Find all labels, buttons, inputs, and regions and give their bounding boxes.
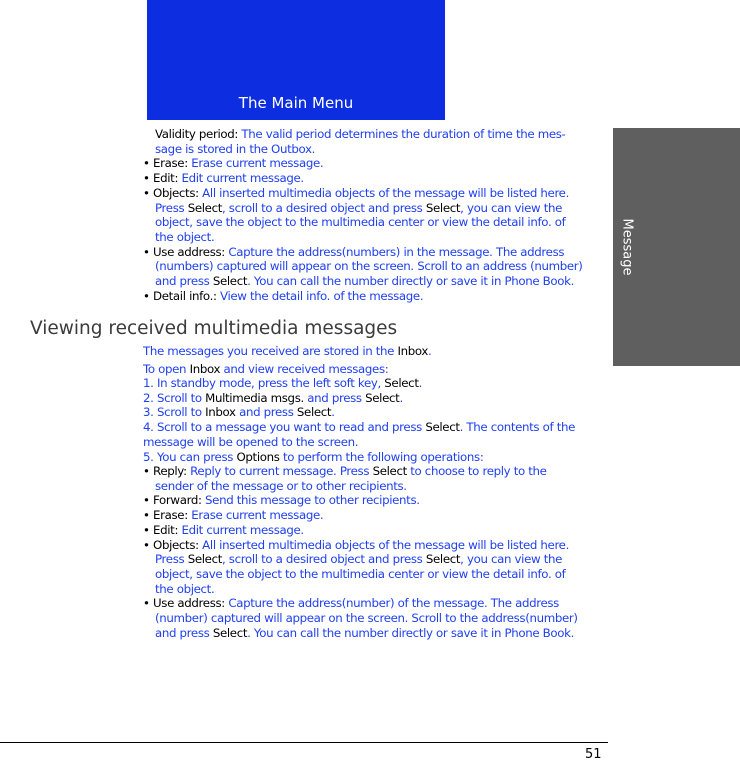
text-line xyxy=(143,508,578,523)
text-segment: Select xyxy=(212,274,248,289)
text-line xyxy=(143,259,583,274)
highlighted-term: Send this message to other recipients. xyxy=(201,493,420,508)
highlighted-term: to perform the following operations: xyxy=(279,449,484,464)
highlighted-term: message will be opened to the screen. xyxy=(143,434,359,449)
highlighted-term: All inserted multimedia objects of the message will be listed here. xyxy=(198,537,569,552)
text-segment: Erase: xyxy=(153,156,188,171)
text-segment: Inbox xyxy=(189,362,221,376)
text-line xyxy=(143,450,575,465)
text-segment: Inbox xyxy=(397,344,429,358)
text-line xyxy=(143,230,583,245)
text-segment: Erase: xyxy=(153,508,188,523)
text-line xyxy=(143,523,578,538)
text-line xyxy=(143,376,575,391)
text-segment: Select xyxy=(296,405,332,420)
text-line xyxy=(143,552,578,567)
highlighted-term: to choose to reply to the xyxy=(406,464,547,478)
page-number: 51 xyxy=(585,747,602,762)
text-line xyxy=(143,493,578,508)
text-segment: Select xyxy=(425,200,461,215)
highlighted-term: . xyxy=(428,344,432,358)
highlighted-term: (number) captured will appear on the screen. Scroll to the address(number) xyxy=(155,611,578,626)
highlighted-term: 3. Scroll to xyxy=(143,405,206,420)
highlighted-term: Capture the address(number) of the message. The address xyxy=(224,596,559,611)
text-line xyxy=(143,289,583,304)
bullet: • xyxy=(143,596,154,611)
text-segment: Select xyxy=(384,376,419,390)
highlighted-term: The valid period determines the duration of time the mes- xyxy=(238,127,566,141)
intro-text xyxy=(143,344,431,359)
text-line xyxy=(143,538,578,553)
text-line xyxy=(143,274,583,289)
text-segment: Select xyxy=(187,200,222,215)
text-segment: Options xyxy=(236,449,280,464)
text-segment: Multimedia msgs. xyxy=(205,390,304,405)
highlighted-term: To open xyxy=(143,362,190,376)
highlighted-term: and press xyxy=(303,390,366,405)
text-line xyxy=(143,596,578,611)
text-line xyxy=(143,215,583,230)
text-segment: Select xyxy=(425,552,461,567)
side-tab-label: Message xyxy=(619,218,635,276)
highlighted-term: 2. Scroll to xyxy=(143,390,206,405)
section-heading: Viewing received multimedia messages xyxy=(30,318,398,339)
header-banner xyxy=(147,0,445,120)
text-segment: Use address: xyxy=(153,244,225,259)
highlighted-term: Capture the address(numbers) in the message. The address xyxy=(224,244,565,259)
text-line xyxy=(143,391,575,406)
bullet: • xyxy=(143,493,154,508)
highlighted-term: . You can call the number directly or save it in Phone Book. xyxy=(247,274,575,289)
highlighted-term: (numbers) captured will appear on the screen. Scroll to an address (number) xyxy=(155,259,583,274)
text-line xyxy=(143,405,575,420)
text-segment: Forward: xyxy=(153,493,202,508)
upper-option-list xyxy=(143,127,583,303)
lower-option-list xyxy=(143,464,578,640)
text-segment: Select xyxy=(187,552,222,567)
text-segment: Edit: xyxy=(153,171,179,186)
bullet: • xyxy=(143,464,154,478)
highlighted-term: , you can view the xyxy=(460,552,562,567)
highlighted-term: View the detail info. of the message. xyxy=(216,288,424,303)
text-line xyxy=(143,127,583,142)
highlighted-term: the object. xyxy=(155,581,215,596)
text-segment: Inbox xyxy=(205,405,236,420)
highlighted-term: Press xyxy=(155,552,188,567)
highlighted-term: and press xyxy=(235,405,297,420)
text-line xyxy=(143,344,431,359)
text-segment: Select xyxy=(212,625,248,640)
bullet: • xyxy=(143,171,154,186)
bullet: • xyxy=(143,156,154,171)
text-segment: Reply: xyxy=(153,464,187,478)
highlighted-term: . The contents of the xyxy=(459,420,576,435)
highlighted-term: and press xyxy=(155,274,213,289)
highlighted-term: . xyxy=(418,376,422,390)
text-segment: Select xyxy=(365,390,400,405)
footer-divider xyxy=(0,742,608,743)
text-line xyxy=(143,420,575,435)
highlighted-term: , scroll to a desired object and press xyxy=(222,200,426,215)
highlighted-term: and press xyxy=(155,625,213,640)
highlighted-term: Erase current message. xyxy=(187,156,324,171)
text-segment: Edit: xyxy=(153,522,179,537)
highlighted-term: and view received messages: xyxy=(220,362,389,376)
highlighted-term: Reply to current message. Press xyxy=(186,464,373,478)
highlighted-term: object, save the object to the multimedia center or view the detail info. of xyxy=(155,566,566,581)
text-line xyxy=(143,567,578,582)
highlighted-term: Edit current message. xyxy=(178,171,304,186)
text-line xyxy=(143,479,578,494)
highlighted-term: Erase current message. xyxy=(187,508,324,523)
text-segment: Detail info.: xyxy=(153,288,217,303)
highlighted-term: object, save the object to the multimedia center or view the detail info. of xyxy=(155,215,566,230)
highlighted-term: , scroll to a desired object and press xyxy=(222,552,426,567)
to-open-text xyxy=(143,362,388,377)
text-line xyxy=(143,582,578,597)
highlighted-term: . xyxy=(331,405,335,420)
text-segment: Select xyxy=(372,464,407,478)
text-line xyxy=(143,435,575,450)
text-line xyxy=(143,156,583,171)
page-title: The Main Menu xyxy=(238,94,354,112)
text-line xyxy=(143,626,578,641)
highlighted-term: Press xyxy=(155,200,188,215)
text-segment: Select xyxy=(425,420,460,435)
highlighted-term: the object. xyxy=(155,229,215,244)
highlighted-term: sender of the message or to other recipients. xyxy=(155,478,407,493)
highlighted-term: The messages you received are stored in the xyxy=(143,344,398,358)
bullet: • xyxy=(143,537,154,552)
highlighted-term: . xyxy=(399,390,403,405)
highlighted-term: 4. Scroll to a message you want to read and press xyxy=(143,420,426,435)
text-line xyxy=(143,464,578,479)
text-line xyxy=(143,362,388,377)
text-segment: Objects: xyxy=(153,185,199,200)
text-line xyxy=(143,171,583,186)
text-segment: Objects: xyxy=(153,537,199,552)
bullet: • xyxy=(143,244,154,259)
bullet: • xyxy=(143,288,154,303)
highlighted-term: Edit current message. xyxy=(178,522,304,537)
highlighted-term: , you can view the xyxy=(460,200,562,215)
text-line xyxy=(143,611,578,626)
highlighted-term: . You can call the number directly or save it in Phone Book. xyxy=(247,625,575,640)
text-segment: Use address: xyxy=(153,596,225,611)
bullet: • xyxy=(143,185,154,200)
bullet: • xyxy=(143,508,154,523)
highlighted-term: 1. In standby mode, press the left soft key, xyxy=(143,376,385,390)
highlighted-term: sage is stored in the Outbox. xyxy=(155,141,316,156)
text-line xyxy=(143,245,583,260)
steps-list xyxy=(143,376,575,464)
text-line xyxy=(143,186,583,201)
highlighted-term: 5. You can press xyxy=(143,449,237,464)
text-line xyxy=(143,201,583,216)
text-segment: Validity period: xyxy=(155,127,239,141)
highlighted-term: All inserted multimedia objects of the message will be listed here. xyxy=(198,185,569,200)
bullet: • xyxy=(143,522,154,537)
text-line xyxy=(143,142,583,157)
